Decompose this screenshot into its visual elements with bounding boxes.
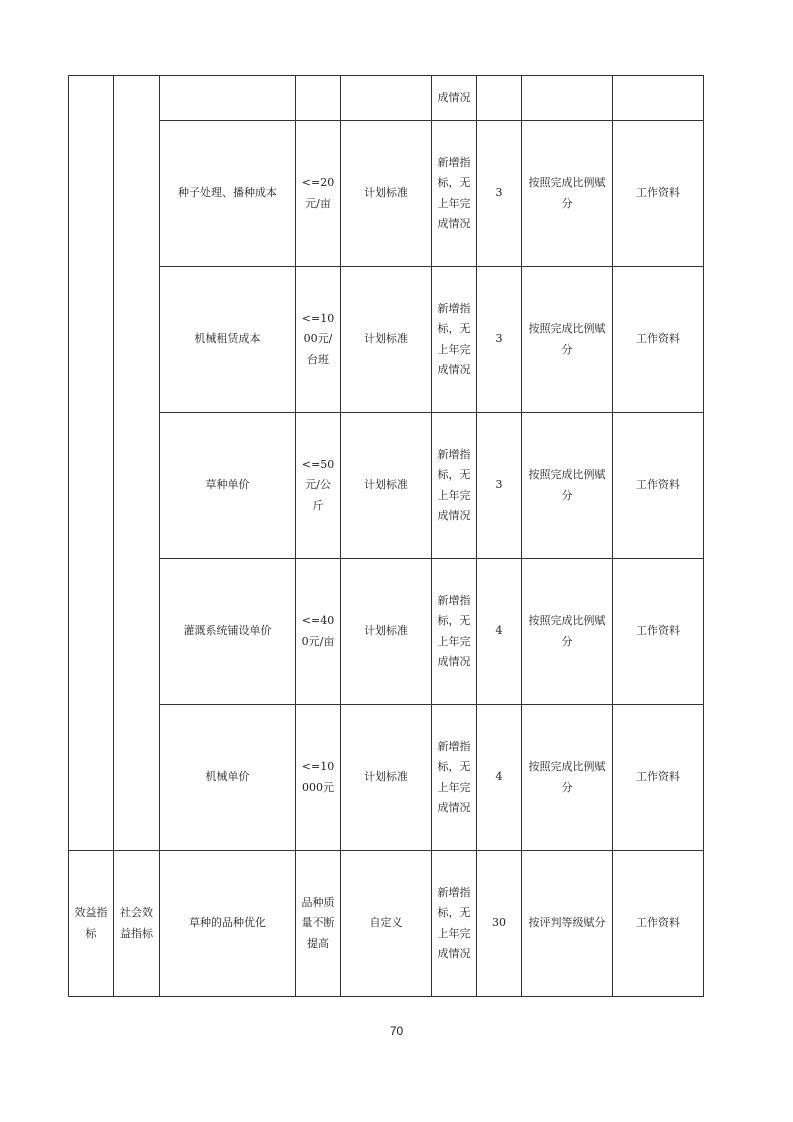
- evidence-cell: 工作资料: [613, 851, 704, 997]
- indicator-cell: 草种的品种优化: [160, 851, 296, 997]
- table-row: [69, 76, 704, 121]
- remark-cell: 新增指标，无上年完成情况: [432, 121, 477, 267]
- scoring-cell: 按照完成比例赋分: [522, 267, 613, 413]
- indicator-cell: [160, 76, 296, 121]
- indicator-cell: 机械单价: [160, 705, 296, 851]
- indicator-cell: 机械租赁成本: [160, 267, 296, 413]
- performance-indicator-table: [68, 75, 704, 997]
- evidence-cell: 工作资料: [613, 559, 704, 705]
- table-row: [69, 559, 704, 705]
- table-row: [69, 267, 704, 413]
- level2-cell: [114, 76, 160, 851]
- standard-cell: 自定义: [341, 851, 432, 997]
- standard-cell: 计划标准: [341, 121, 432, 267]
- table-row: [69, 121, 704, 267]
- weight-cell: 3: [477, 267, 522, 413]
- evidence-cell: 工作资料: [613, 413, 704, 559]
- level1-cell: 效益指标: [69, 851, 114, 997]
- scoring-cell: 按照完成比例赋分: [522, 559, 613, 705]
- scoring-cell: 按照完成比例赋分: [522, 121, 613, 267]
- indicator-cell: 种子处理、播种成本: [160, 121, 296, 267]
- value-cell: <=400元/亩: [296, 559, 341, 705]
- table-row: [69, 413, 704, 559]
- table-row: [69, 705, 704, 851]
- value-cell: 品种质量不断提高: [296, 851, 341, 997]
- remark-cell: 新增指标，无上年完成情况: [432, 705, 477, 851]
- remark-cell: 新增指标，无上年完成情况: [432, 413, 477, 559]
- remark-cell: 成情况: [432, 76, 477, 121]
- value-cell: [296, 76, 341, 121]
- evidence-cell: 工作资料: [613, 705, 704, 851]
- weight-cell: 30: [477, 851, 522, 997]
- page-number: 70: [389, 1024, 404, 1038]
- weight-cell: [477, 76, 522, 121]
- value-cell: <=10000元: [296, 705, 341, 851]
- standard-cell: 计划标准: [341, 705, 432, 851]
- standard-cell: [341, 76, 432, 121]
- remark-cell: 新增指标，无上年完成情况: [432, 559, 477, 705]
- standard-cell: 计划标准: [341, 559, 432, 705]
- weight-cell: 4: [477, 705, 522, 851]
- evidence-cell: 工作资料: [613, 121, 704, 267]
- scoring-cell: 按评判等级赋分: [522, 851, 613, 997]
- level2-cell: 社会效益指标: [114, 851, 160, 997]
- scoring-cell: [522, 76, 613, 121]
- indicator-cell: 草种单价: [160, 413, 296, 559]
- value-cell: <=50元/公斤: [296, 413, 341, 559]
- scoring-cell: 按照完成比例赋分: [522, 705, 613, 851]
- standard-cell: 计划标准: [341, 267, 432, 413]
- weight-cell: 4: [477, 559, 522, 705]
- standard-cell: 计划标准: [341, 413, 432, 559]
- indicator-cell: 灌溉系统铺设单价: [160, 559, 296, 705]
- weight-cell: 3: [477, 121, 522, 267]
- weight-cell: 3: [477, 413, 522, 559]
- evidence-cell: 工作资料: [613, 267, 704, 413]
- value-cell: <=20元/亩: [296, 121, 341, 267]
- level1-cell: [69, 76, 114, 851]
- table-row: [69, 851, 704, 997]
- scoring-cell: 按照完成比例赋分: [522, 413, 613, 559]
- value-cell: <=1000元/台班: [296, 267, 341, 413]
- remark-cell: 新增指标，无上年完成情况: [432, 851, 477, 997]
- remark-cell: 新增指标，无上年完成情况: [432, 267, 477, 413]
- evidence-cell: [613, 76, 704, 121]
